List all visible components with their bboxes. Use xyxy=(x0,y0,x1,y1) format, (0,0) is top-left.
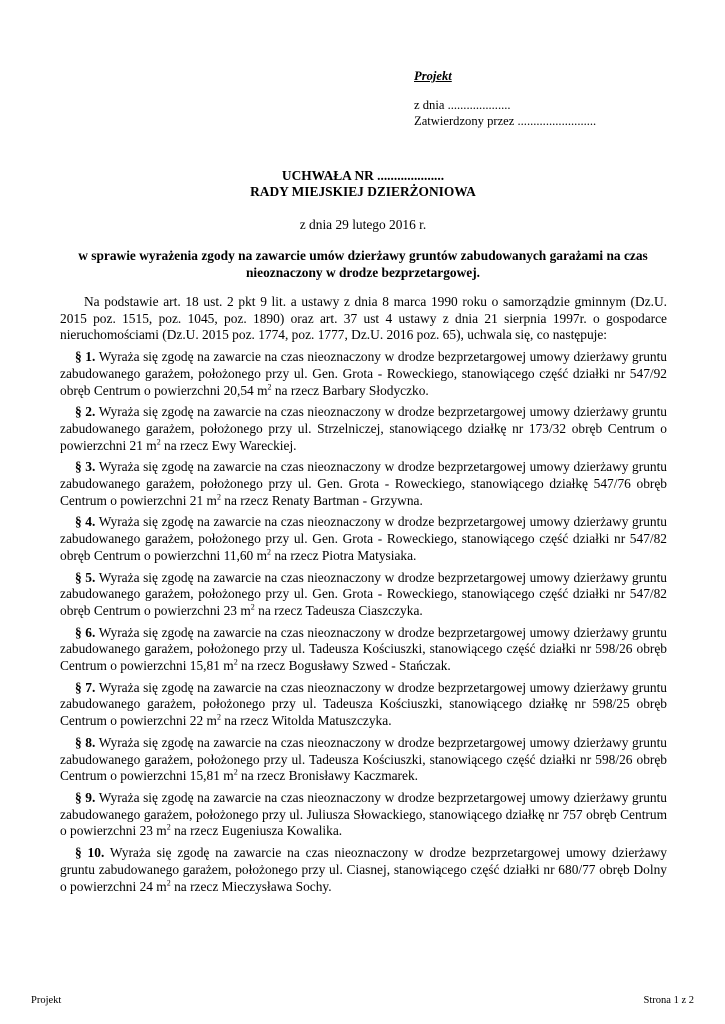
section-recipient: na rzecz Piotra Matysiaka. xyxy=(271,547,417,563)
area-unit-exponent: 2 xyxy=(250,602,255,612)
legal-basis-paragraph: Na podstawie art. 18 ust. 2 pkt 9 lit. a ustawy z dnia 8 marca 1990 roku o samorządzie gminnym (Dz.U. 2015 poz. 1515, poz. 1045, poz. 1890) oraz art. 37 ust 4 ustawy z dnia 21 sierpnia 1997r. o gospodarce nieruchomościami (Dz.U. 2015 poz. 1774, poz. 1777, Dz.U. 2016 poz. 65), uchwala się, co następuje: xyxy=(60,294,667,343)
section-paragraph xyxy=(60,459,667,509)
section-text: Wyraża się zgodę na zawarcie na czas nieoznaczony w drodze bezprzetargowej umowy dzierżawy gruntu zabudowanego garażem, położonego przy ul. Gen. Grota - Roweckiego, stanowiącego część działki nr 547/82 obręb Centrum o powierzchni 11,60 m xyxy=(60,514,668,563)
section-paragraph xyxy=(60,845,667,895)
resolution-date: z dnia 29 lutego 2016 r. xyxy=(299,217,427,232)
section-recipient: na rzecz Bogusławy Szwed - Stańczak. xyxy=(237,658,451,674)
section-text: Wyraża się zgodę na zawarcie na czas nieoznaczony w drodze bezprzetargowej umowy dzierżawy gruntu zabudowanego garażem, położonego przy ul. Gen. Grota - Roweckiego, stanowiącego działkę 547/76 obręb Centrum o powierzchni 21 m xyxy=(60,459,668,508)
section-recipient: na rzecz Barbary Słodyczko. xyxy=(271,382,429,398)
date-line: z dnia .................... xyxy=(414,98,511,112)
section-number: § 4. xyxy=(75,514,96,530)
section-recipient: na rzecz Ewy Wareckiej. xyxy=(160,437,297,453)
section-recipient: na rzecz Mieczysława Sochy. xyxy=(170,878,332,894)
section-recipient: na rzecz Witolda Matuszczyka. xyxy=(220,713,392,729)
resolution-number: UCHWAŁA NR .................... xyxy=(281,168,445,183)
section-text: Wyraża się zgodę na zawarcie na czas nieoznaczony w drodze bezprzetargowej umowy dzierżawy gruntu zabudowanego garażem, położonego przy ul. Tadeusza Kościuszki, stanowiącego część działki nr 598/26 obręb Centrum o powierzchni 15,81 m xyxy=(60,734,668,784)
resolution-subject: w sprawie wyrażenia zgody na zawarcie umów dzierżawy gruntów zabudowanych garażami na czas nieoznaczony w drodze bezprzetargowej. xyxy=(78,248,648,280)
section-paragraph xyxy=(60,349,667,399)
section-recipient: na rzecz Tadeusza Ciaszczyka. xyxy=(254,602,423,618)
area-unit-exponent: 2 xyxy=(156,437,161,447)
section-paragraph xyxy=(60,735,667,785)
resolution-title xyxy=(60,168,666,200)
area-unit-exponent: 2 xyxy=(233,657,238,667)
project-header xyxy=(414,68,596,129)
footer-left: Projekt xyxy=(31,995,62,1006)
section-recipient: na rzecz Bronisławy Kaczmarek. xyxy=(237,768,418,784)
area-unit-exponent: 2 xyxy=(216,712,221,722)
area-unit-exponent: 2 xyxy=(267,547,272,557)
section-text: Wyraża się zgodę na zawarcie na czas nieoznaczony w drodze bezprzetargowej umowy dzierżawy gruntu zabudowanego garażem, położonego przy ul. Juliusza Słowackiego, stanowiącego działkę nr 757 obręb Centrum o powierzchni 23 m xyxy=(60,789,668,839)
section-text: Wyraża się zgodę na zawarcie na czas nieoznaczony w drodze bezprzetargowej umowy dzierżawy gruntu zabudowanego garażem, położonego przy ul. Tadeusza Kościuszki, stanowiącego działkę nr 598/25 obręb Centrum o powierzchni 22 m xyxy=(60,679,668,729)
area-unit-exponent: 2 xyxy=(267,382,272,392)
area-unit-exponent: 2 xyxy=(166,822,171,832)
resolution-body xyxy=(60,294,667,897)
section-paragraph xyxy=(60,570,667,620)
section-paragraph xyxy=(60,404,667,454)
section-text: Wyraża się zgodę na zawarcie na czas nieoznaczony w drodze bezprzetargowej umowy dzierżawy gruntu zabudowanego garażem, położonego przy ul. Gen. Grota - Roweckiego, stanowiącego część działki nr 547/92 obręb Centrum o powierzchni 20,54 m xyxy=(60,349,668,398)
section-number: § 8. xyxy=(75,734,96,750)
section-text: Wyraża się zgodę na zawarcie na czas nieoznaczony w drodze bezprzetargowej umowy dzierżawy gruntu zabudowanego garażem, położonego przy ul. Gen. Grota - Roweckiego, stanowiącego część działki nr 547/82 obręb Centrum o powierzchni 23 m xyxy=(60,569,668,618)
section-paragraph xyxy=(60,790,667,840)
section-number: § 1. xyxy=(75,349,96,365)
sections-list xyxy=(60,349,667,895)
section-number: § 2. xyxy=(75,404,96,420)
section-recipient: na rzecz Renaty Bartman - Grzywna. xyxy=(220,492,423,508)
section-paragraph xyxy=(60,514,667,564)
section-number: § 5. xyxy=(75,569,96,585)
project-label: Projekt xyxy=(414,69,452,83)
area-unit-exponent: 2 xyxy=(216,492,221,502)
council-name: RADY MIEJSKIEJ DZIERŻONIOWA xyxy=(250,184,476,199)
approved-line: Zatwierdzony przez ......................... xyxy=(414,114,597,128)
section-recipient: na rzecz Eugeniusza Kowalika. xyxy=(170,823,343,839)
section-text: Wyraża się zgodę na zawarcie na czas nieoznaczony w drodze bezprzetargowej umowy dzierżawy gruntu zabudowanego garażem, położonego przy ul. Tadeusza Kościuszki, stanowiącego część działki nr 598/26 obręb Centrum o powierzchni 15,81 m xyxy=(60,624,668,674)
section-number: § 6. xyxy=(75,624,96,640)
section-paragraph xyxy=(60,625,667,675)
area-unit-exponent: 2 xyxy=(166,878,171,888)
section-number: § 7. xyxy=(75,679,96,695)
section-number: § 10. xyxy=(75,845,105,861)
section-number: § 9. xyxy=(75,789,96,805)
page-number: Strona 1 z 2 xyxy=(643,995,694,1006)
section-number: § 3. xyxy=(75,459,96,475)
section-text: Wyraża się zgodę na zawarcie na czas nieoznaczony w drodze bezprzetargowej umowy dzierżawy gruntu zabudowanego garażem, położonego przy ul. Strzelniczej, stanowiącego działkę nr 173/32 obręb Centrum o powierzchni 21 m xyxy=(60,404,668,453)
section-text: Wyraża się zgodę na zawarcie na czas nieoznaczony w drodze bezprzetargowej umowy dzierżawy gruntu zabudowanego garażem, położonego przy ul. Ciasnej, stanowiącego część działki nr 680/77 obręb Dolny o powierzchni 24 m xyxy=(60,845,668,894)
section-paragraph xyxy=(60,680,667,730)
area-unit-exponent: 2 xyxy=(233,767,238,777)
